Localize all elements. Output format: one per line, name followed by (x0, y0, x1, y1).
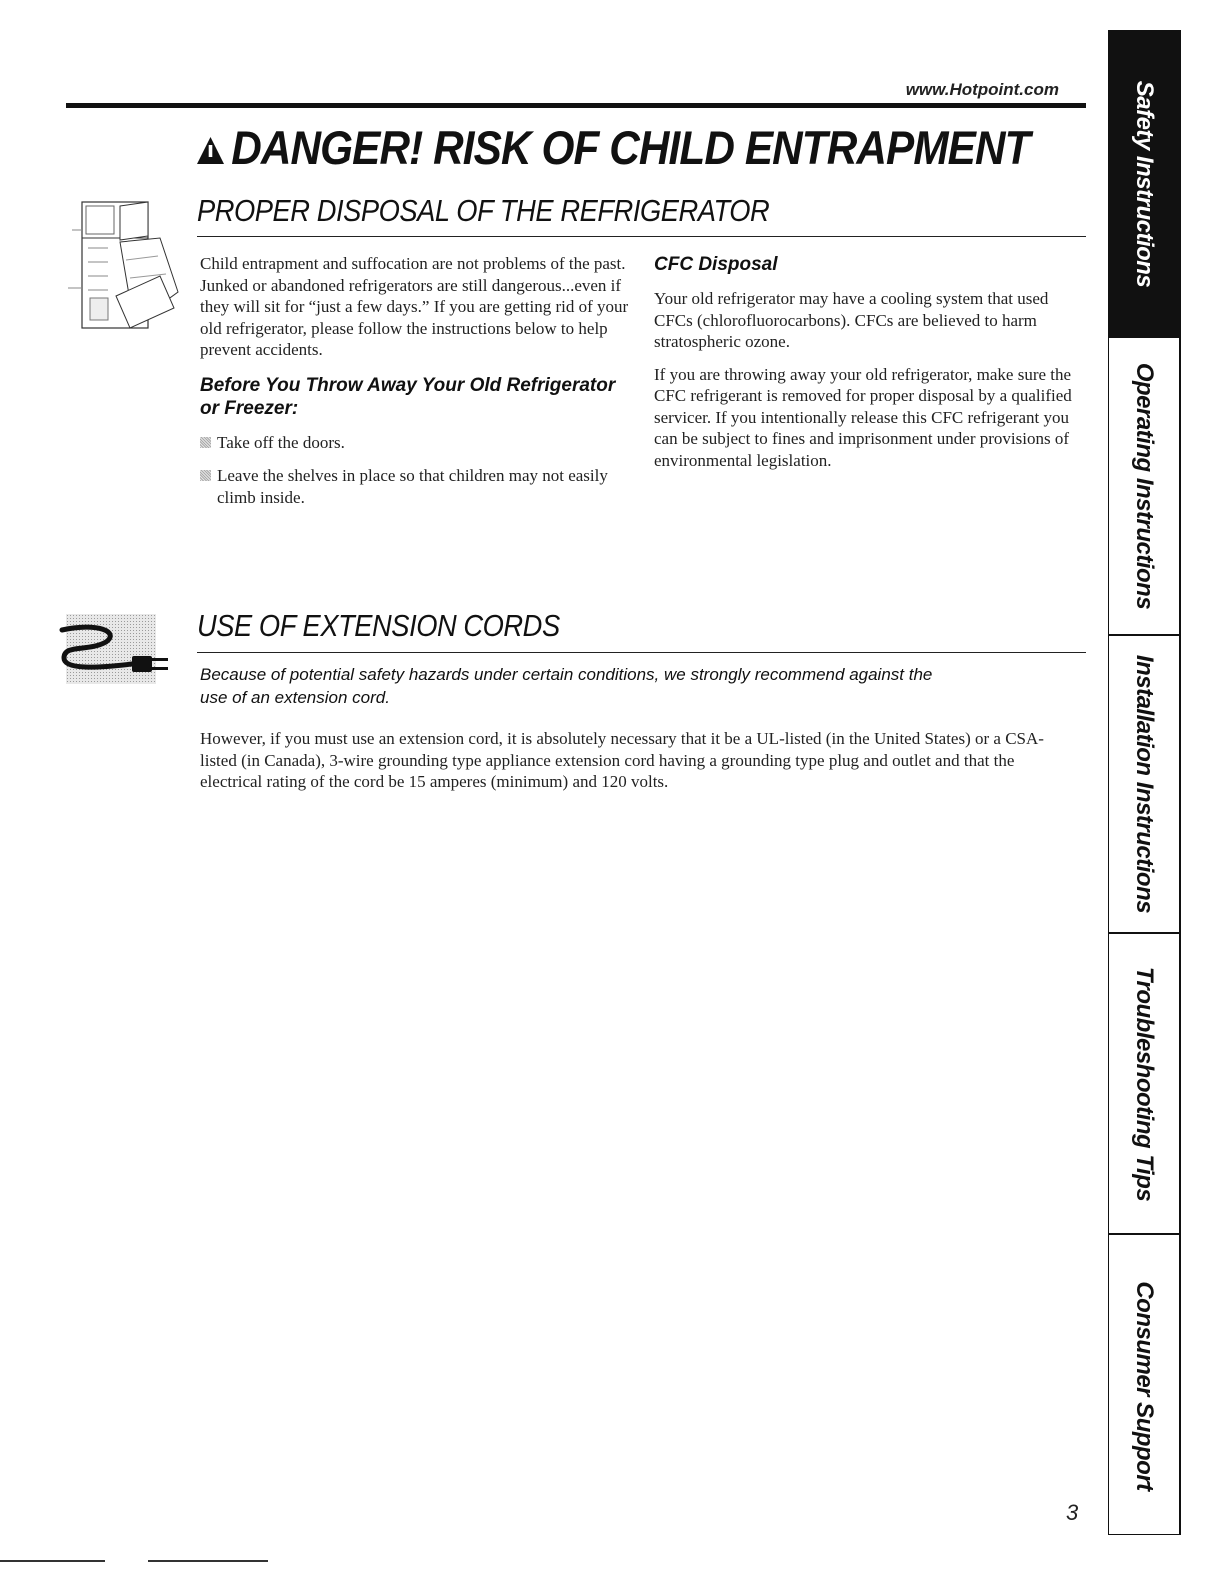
header-rule (66, 103, 1086, 108)
disposal-left-column (200, 253, 640, 508)
scan-mark (148, 1560, 268, 1562)
scan-mark (0, 1560, 105, 1562)
bullet-square-icon (200, 437, 211, 448)
extension-heading: USE OF EXTENSION CORDS (197, 608, 560, 643)
bullet-leave-shelves: Leave the shelves in place so that children may not easily climb inside. (200, 465, 622, 508)
tab-safety-instructions[interactable]: Safety Instructions (1109, 31, 1179, 338)
refrigerator-illustration (68, 200, 180, 330)
danger-title (197, 120, 1030, 175)
side-tabs (1108, 30, 1181, 1535)
disposal-heading: PROPER DISPOSAL OF THE REFRIGERATOR (197, 193, 770, 228)
tab-operating-instructions[interactable]: Operating Instructions (1109, 338, 1179, 636)
danger-title-text: DANGER! RISK OF CHILD ENTRAPMENT (231, 121, 1030, 174)
bullet-square-icon (200, 470, 211, 481)
tab-consumer-support[interactable]: Consumer Support (1131, 1280, 1158, 1491)
cfc-heading: CFC Disposal (654, 254, 778, 275)
disposal-rule (197, 236, 1086, 237)
disposal-intro: Child entrapment and suffocation are not problems of the past. Junked or abandoned refrigerators are still dangerous...even if they will sit for “just a few days.” If you are getting rid of your old refrigerator, please follow the instructions below to help prevent accidents. (200, 254, 629, 359)
disposal-right-column (654, 253, 1084, 471)
before-throw-heading: Before You Throw Away Your Old Refrigerator or Freezer: (200, 374, 616, 419)
cfc-paragraph-2: If you are throwing away your old refrigerator, make sure the CFC refrigerant is removed for proper disposal by a qualified servicer. If you intentionally release this CFC refrigerant you can be subject to fines and imprisonment under provisions of environmental legislation. (654, 364, 1072, 470)
warning-triangle-icon (197, 137, 224, 164)
page-number: 3 (1066, 1500, 1079, 1525)
plug-illustration (58, 612, 178, 684)
extension-warning: Because of potential safety hazards under certain conditions, we strongly recommend against the use of an extension cord. (200, 665, 933, 707)
website-url: www.Hotpoint.com (905, 80, 1059, 99)
tab-troubleshooting-tips[interactable]: Troubleshooting Tips (1109, 934, 1179, 1235)
cfc-paragraph-1: Your old refrigerator may have a cooling system that used CFCs (chlorofluorocarbons). CFCs are believed to harm stratospheric ozone. (654, 289, 1049, 351)
tab-installation-instructions[interactable]: Installation Instructions (1109, 636, 1179, 934)
extension-rule (197, 652, 1086, 653)
extension-body: However, if you must use an extension cord, it is absolutely necessary that it be a UL-listed (in the United States) or a CSA-listed (in Canada), 3-wire grounding type appliance extension cord having a grounding type plug and outlet and that the electrical rating of the cord be 15 amperes (minimum) and 120 volts. (200, 729, 1044, 791)
bullet-take-off-doors: Take off the doors. (200, 432, 640, 454)
